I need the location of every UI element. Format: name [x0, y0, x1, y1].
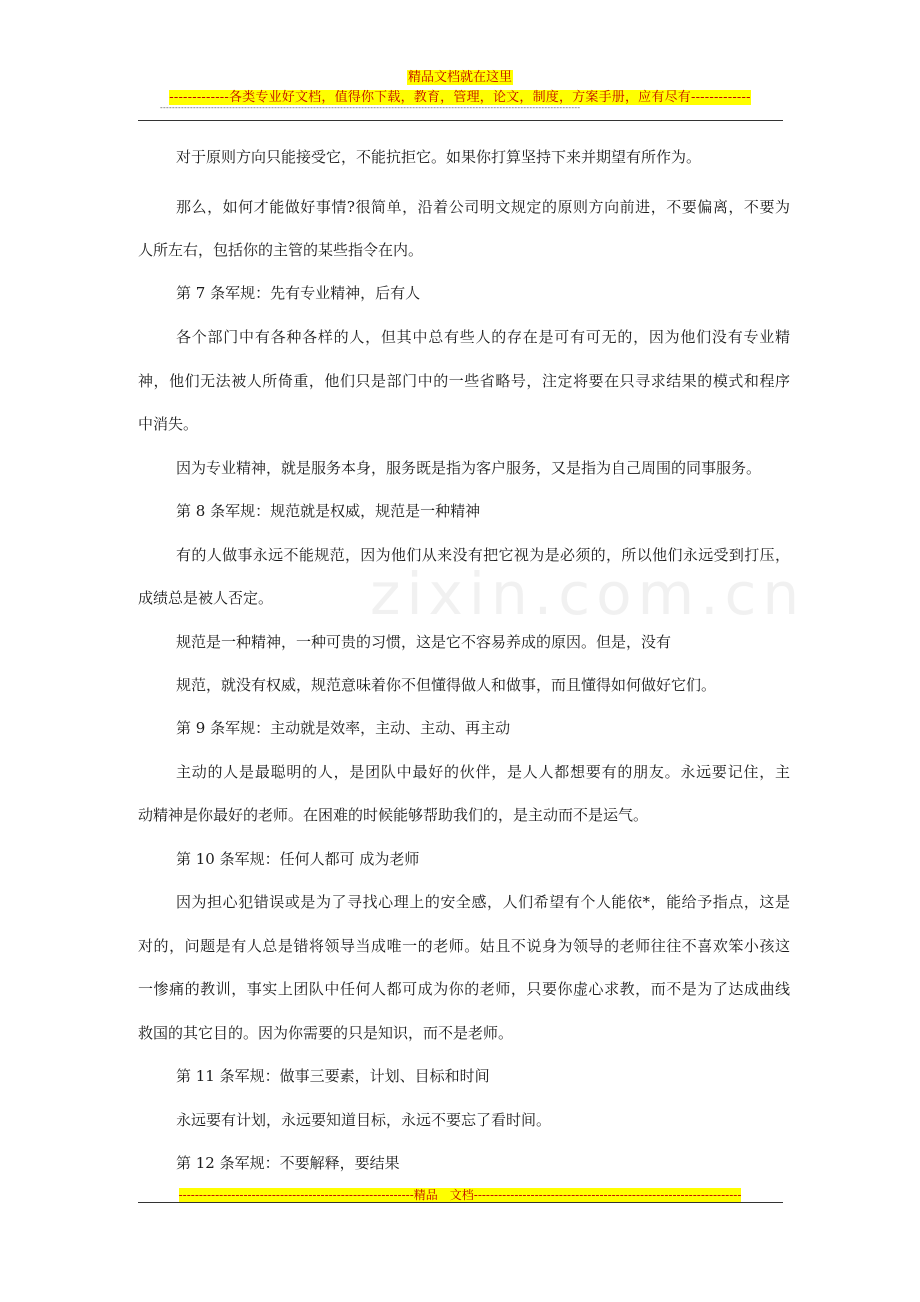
paragraph-line: 中消失。 [138, 415, 199, 433]
paragraph-line: 对于原则方向只能接受它，不能抗拒它。如果你打算坚持下来并期望有所作为。 [176, 148, 702, 166]
paragraph-line: 永远要有计划，永远要知道目标，永远不要忘了看时间。 [176, 1111, 552, 1129]
footer-rule [138, 1202, 783, 1203]
section-heading: 第 11 条军规：做事三要素，计划、目标和时间 [176, 1067, 490, 1085]
paragraph-line: 一惨痛的教训，事实上团队中任何人都可成为你的老师，只要你虚心求教，而不是为了达成曲线 [138, 980, 790, 998]
paragraph-line: 有的人做事永远不能规范，因为他们从来没有把它视为是必须的，所以他们永远受到打压， [176, 546, 790, 564]
section-heading: 第 12 条军规：不要解释，要结果 [176, 1154, 400, 1172]
paragraph-line: 主动的人是最聪明的人，是团队中最好的伙伴，是人人都想要有的朋友。永远要记住，主 [176, 763, 790, 781]
section-heading: 第 9 条军规：主动就是效率，主动、主动、再主动 [176, 719, 511, 737]
header-rule [138, 120, 783, 121]
paragraph-line: 因为专业精神，就是服务本身，服务既是指为客户服务，又是指为自己周围的同事服务。 [176, 459, 762, 477]
paragraph-line: 规范是一种精神，一种可贵的习惯，这是它不容易养成的原因。但是，没有 [176, 633, 672, 651]
section-heading: 第 7 条军规：先有专业精神，后有人 [176, 284, 421, 302]
paragraph-line: 各个部门中有各种各样的人，但其中总有些人的存在是可有可无的，因为他们没有专业精 [176, 328, 790, 346]
header-subtitle: -------------各类专业好文档，值得你下载，教育，管理，论文，制度，方案手册，应有尽有------------- [169, 90, 751, 105]
header-title: 精品文档就在这里 [407, 70, 512, 85]
paragraph-line: 人所左右，包括你的主管的某些指令在内。 [138, 241, 424, 259]
footer-banner: ----------------------------------------------------------精品 文档------------------------------------------------------------------ [178, 1188, 742, 1202]
paragraph-line: 因为担心犯错误或是为了寻找心理上的安全感，人们希望有个人能依*，能给予指点，这是 [176, 893, 790, 911]
section-heading: 第 8 条军规：规范就是权威，规范是一种精神 [176, 502, 481, 520]
watermark: zixin.com.cn [370, 560, 806, 628]
paragraph-line: 成绩总是被人否定。 [138, 589, 274, 607]
section-heading: 第 10 条军规：任何人都可 成为老师 [176, 850, 420, 868]
paragraph-line: 那么，如何才能做好事情?很简单，沿着公司明文规定的原则方向前进，不要偏离，不要为 [176, 198, 790, 216]
paragraph-line: 神，他们无法被人所倚重，他们只是部门中的一些省略号，注定将要在只寻求结果的模式和程序 [138, 372, 790, 390]
paragraph-line: 动精神是你最好的老师。在困难的时候能够帮助我们的，是主动而不是运气。 [138, 806, 649, 824]
paragraph-line: 规范，就没有权威，规范意味着你不但懂得做人和做事，而且懂得如何做好它们。 [176, 676, 717, 694]
paragraph-line: 救国的其它目的。因为你需要的只是知识，而不是老师。 [138, 1024, 514, 1042]
paragraph-line: 对的，问题是有人总是错将领导当成唯一的老师。姑且不说身为领导的老师往往不喜欢笨小孩这 [138, 937, 790, 955]
header-dashes: -------------------------------------------------------------------------------------------------------------------------------------------- [160, 103, 581, 112]
